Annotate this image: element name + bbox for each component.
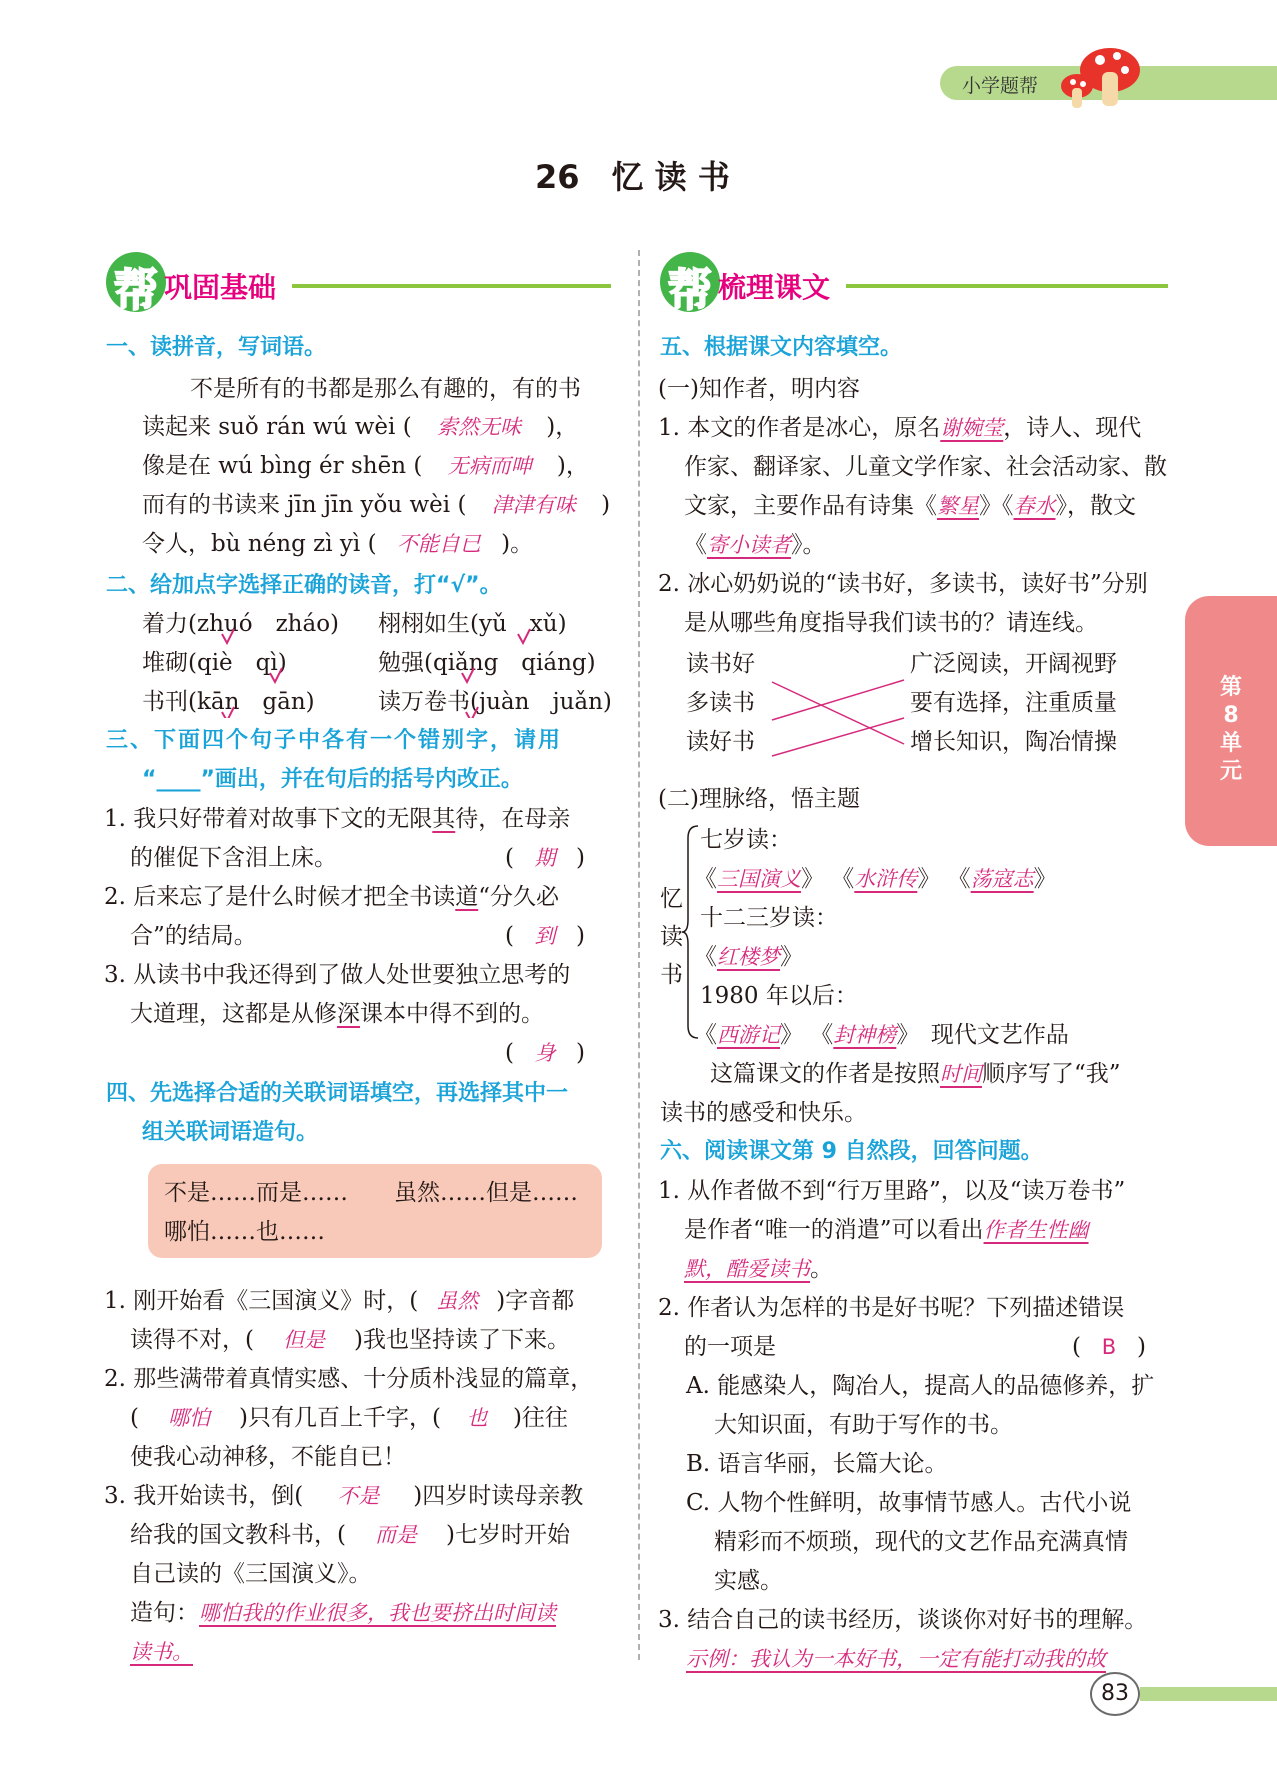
text: 《 bbox=[684, 532, 707, 558]
answer: 读书。 bbox=[130, 1640, 193, 1664]
error-char: 其 bbox=[432, 806, 456, 832]
text: 》《 bbox=[979, 493, 1014, 519]
text: 顺序写了“我” bbox=[982, 1061, 1121, 1087]
q1-prompt: 令人，bù néng zì yì ( bbox=[142, 531, 377, 557]
q2-item: 书刊(kān gān) bbox=[142, 689, 315, 715]
option-line: 大知识面，有助于写作的书。 bbox=[714, 1412, 1013, 1438]
q1-prompt: 而有的书读来 jīn jīn yǒu wèi ( bbox=[142, 492, 467, 518]
option-line: B. 语言华丽，长篇大论。 bbox=[686, 1451, 948, 1477]
q6-line: 的一项是 bbox=[684, 1334, 776, 1360]
subheading: (二)理脉络，悟主题 bbox=[658, 786, 860, 812]
q6-heading: 六、阅读课文第 9 自然段，回答问题。 bbox=[660, 1139, 1043, 1164]
q5-line bbox=[684, 489, 1136, 523]
page-number: 83 bbox=[1090, 1672, 1140, 1716]
q1-close: ) bbox=[601, 492, 611, 518]
section-header-right bbox=[660, 252, 1168, 324]
answer: 哪怕我的作业很多，我也要挤出时间读 bbox=[199, 1601, 556, 1625]
section-rule bbox=[292, 284, 611, 288]
sentence-making bbox=[130, 1596, 556, 1630]
answer: 作者生性幽 bbox=[983, 1218, 1089, 1242]
q3-heading: 三、下面四个句子中各有一个错别字，请用 bbox=[106, 728, 563, 753]
q4-sentence bbox=[130, 1323, 570, 1357]
text: 1. 我只好带着对故事下文的无限 bbox=[104, 806, 433, 832]
q3-sentence: 的催促下含泪上床。 bbox=[130, 845, 337, 871]
tree-root-char: 读 bbox=[660, 924, 683, 950]
q6-line: 1. 从作者做不到“行万里路”，以及“读万卷书” bbox=[658, 1178, 1126, 1204]
text: )七岁时开始 bbox=[445, 1522, 570, 1548]
option-line: C. 人物个性鲜明，故事情节感人。古代小说 bbox=[686, 1490, 1132, 1516]
q5-line bbox=[684, 528, 826, 562]
answer: 三国演义 bbox=[717, 867, 801, 891]
text: 读得不对，( bbox=[130, 1327, 254, 1353]
answer: 不能自已 bbox=[396, 532, 481, 556]
answer: 谢婉莹 bbox=[940, 416, 1004, 440]
answer: 而是 bbox=[374, 1523, 417, 1547]
q5-line bbox=[658, 411, 1141, 445]
answer: 水浒传 bbox=[854, 867, 918, 891]
section-rule bbox=[846, 284, 1168, 288]
subheading: (一)知作者，明内容 bbox=[658, 376, 860, 402]
text: )只有几百上千字，( bbox=[238, 1405, 441, 1431]
match-left: 读好书 bbox=[686, 729, 755, 755]
text: 现代文艺作品 bbox=[930, 1022, 1069, 1048]
brace bbox=[682, 824, 700, 1040]
answer: 寄小读者 bbox=[707, 533, 791, 557]
q4-sentence bbox=[104, 1479, 583, 1513]
tree-root-char: 书 bbox=[660, 962, 683, 988]
option-line: 精彩而不烦琐，现代的文艺作品充满真情 bbox=[714, 1529, 1128, 1555]
q3-sentence bbox=[130, 997, 544, 1031]
answer: 津津有味 bbox=[491, 493, 576, 517]
text: 这篇课文的作者是按照 bbox=[710, 1061, 940, 1087]
option-line: A. 能感染人，陶冶人，提高人的品德修养，扩 bbox=[686, 1373, 1155, 1399]
match-right: 广泛阅读，开阔视野 bbox=[910, 651, 1117, 677]
text: 课本中得不到的。 bbox=[360, 1001, 544, 1027]
error-char: 道 bbox=[455, 884, 479, 910]
page-title: 26 忆 读 书 bbox=[535, 158, 730, 196]
q3-sentence bbox=[104, 880, 559, 914]
text: “分久必 bbox=[478, 884, 560, 910]
q1-line bbox=[142, 449, 589, 483]
text: 2. 后来忘了是什么时候才把全书读 bbox=[104, 884, 456, 910]
tree-item: 《红楼梦》 bbox=[694, 944, 803, 970]
q1-line bbox=[142, 527, 533, 561]
section-title: 巩固基础 bbox=[164, 271, 277, 304]
match-lines bbox=[770, 668, 910, 758]
q5-line: 是从哪些角度指导我们读书的？请连线。 bbox=[684, 610, 1098, 636]
unit-tab-char: 单 bbox=[1219, 731, 1242, 756]
q6-line bbox=[684, 1213, 1089, 1247]
summary-line bbox=[710, 1057, 1121, 1091]
tree-item: 十二三岁读： bbox=[700, 905, 838, 931]
answer: 不是 bbox=[337, 1484, 380, 1508]
q5-heading: 五、根据课文内容填空。 bbox=[660, 335, 903, 360]
q3-heading: “____”画出，并在句后的括号内改正。 bbox=[142, 767, 523, 792]
q3-sentence bbox=[104, 802, 570, 836]
q1-line bbox=[142, 488, 610, 522]
section-badge-char: 帮 bbox=[114, 265, 158, 316]
q4-sentence: 2. 那些满带着真情实感、十分质朴浅显的篇章， bbox=[104, 1366, 594, 1392]
q2-heading: 二、给加点字选择正确的读音，打“√”。 bbox=[106, 573, 502, 598]
answer: 繁星 bbox=[937, 494, 979, 518]
summary-line: 读书的感受和快乐。 bbox=[660, 1100, 867, 1126]
box-line: 哪怕……也…… bbox=[164, 1219, 325, 1245]
text: 3. 我开始读书，倒( bbox=[104, 1483, 304, 1509]
answer: 期 bbox=[534, 846, 556, 870]
q4-sentence: 自己读的《三国演义》。 bbox=[130, 1561, 372, 1587]
option-line: 实感。 bbox=[714, 1568, 783, 1594]
q6-answer: ( B ) bbox=[1072, 1330, 1146, 1364]
box-line: 不是……而是…… 虽然……但是…… bbox=[164, 1180, 578, 1206]
answer: 封神榜 bbox=[833, 1023, 897, 1047]
footer-bar bbox=[1140, 1687, 1277, 1701]
q1-prompt: 像是在 wú bìng ér shēn ( bbox=[142, 453, 423, 479]
tree-item: 1980 年以后： bbox=[700, 983, 858, 1009]
tree-item: 《三国演义》 《水浒传》 《荡寇志》 bbox=[694, 866, 1057, 892]
tree-root bbox=[660, 880, 683, 994]
q3-answer: ( 到 ) bbox=[505, 919, 585, 953]
q1-line: 不是所有的书都是那么有趣的，有的书 bbox=[190, 376, 581, 402]
q4-sentence bbox=[130, 1518, 570, 1552]
q1-close: )， bbox=[546, 414, 579, 440]
tree-item: 七岁读： bbox=[700, 827, 792, 853]
answer: 春水 bbox=[1013, 494, 1056, 518]
text: 1. 本文的作者是冰心，原名 bbox=[658, 415, 941, 441]
unit-side-tab bbox=[1185, 596, 1277, 846]
text: 》，散文 bbox=[1055, 493, 1136, 519]
q6-line bbox=[684, 1252, 833, 1286]
answer: 西游记 bbox=[717, 1023, 780, 1047]
brand-label: 小学题帮 bbox=[962, 75, 1039, 97]
q2-item: 勉强(qiǎng qiáng) bbox=[378, 650, 596, 676]
q1-heading: 一、读拼音，写词语。 bbox=[106, 335, 327, 360]
q2-item: 堆砌(qiè qì) bbox=[142, 650, 287, 676]
section-title: 梳理课文 bbox=[718, 271, 831, 304]
text: 是作者“唯一的消遣”可以看出 bbox=[684, 1217, 984, 1243]
match-left: 多读书 bbox=[686, 690, 755, 716]
answer: 默，酷爱读书 bbox=[684, 1257, 810, 1281]
text: 大道理，这都是从修 bbox=[130, 1001, 337, 1027]
q2-item: 读万卷书(juàn juǎn) bbox=[378, 689, 612, 715]
answer: B bbox=[1101, 1335, 1117, 1359]
q3-answer: ( 期 ) bbox=[505, 841, 585, 875]
tree-root-char: 忆 bbox=[660, 886, 683, 912]
text: )四岁时读母亲教 bbox=[413, 1483, 584, 1509]
text: ，诗人、现代 bbox=[1003, 415, 1142, 441]
answer: 但是 bbox=[282, 1328, 325, 1352]
match-right: 要有选择，注重质量 bbox=[910, 690, 1117, 716]
q5-line: 作家、翻译家、儿童文学作家、社会活动家、散 bbox=[684, 454, 1167, 480]
text: )我也坚持读了下来。 bbox=[353, 1327, 570, 1353]
answer: 到 bbox=[534, 924, 556, 948]
q6-line: 3. 结合自己的读书经历，谈谈你对好书的理解。 bbox=[658, 1607, 1148, 1633]
q5-line: 2. 冰心奶奶说的“读书好，多读书，读好书”分别 bbox=[658, 571, 1148, 597]
column-divider bbox=[638, 250, 640, 1660]
q4-sentence: 使我心动神移，不能自已！ bbox=[130, 1444, 406, 1470]
text: ( bbox=[130, 1405, 139, 1431]
text: 。 bbox=[810, 1256, 833, 1282]
section-badge-char: 帮 bbox=[668, 265, 712, 316]
q3-answer: ( 身 ) bbox=[505, 1036, 585, 1070]
q3-sentence: 3. 从读书中我还得到了做人处世要独立思考的 bbox=[104, 962, 571, 988]
q1-close: )， bbox=[556, 453, 589, 479]
q4-heading: 四、先选择合适的关联词语填空，再选择其中一 bbox=[106, 1081, 569, 1106]
text: 1. 刚开始看《三国演义》时，( bbox=[104, 1288, 419, 1314]
match-right: 增长知识，陶冶情操 bbox=[910, 729, 1117, 755]
answer: 虽然 bbox=[436, 1289, 479, 1313]
answer: 时间 bbox=[940, 1062, 982, 1086]
text: 待，在母亲 bbox=[455, 806, 571, 832]
label: 造句： bbox=[130, 1600, 199, 1626]
q4-sentence bbox=[104, 1284, 574, 1318]
q4-heading: 组关联词语造句。 bbox=[142, 1120, 319, 1145]
text: )字音都 bbox=[496, 1288, 575, 1314]
match-left: 读书好 bbox=[686, 651, 755, 677]
q3-sentence: 合”的结局。 bbox=[130, 923, 257, 949]
answer: 示例：我认为一本好书，一定有能打动我的故 bbox=[686, 1647, 1106, 1671]
section-header-left bbox=[106, 252, 611, 324]
answer: 身 bbox=[534, 1041, 556, 1065]
tree-item: 《西游记》 《封神榜》 现代文艺作品 bbox=[694, 1022, 1069, 1048]
q2-item: 着力(zhuó zháo) bbox=[142, 611, 340, 637]
text: )往往 bbox=[512, 1405, 568, 1431]
q1-line bbox=[142, 410, 578, 444]
q2-item: 栩栩如生(yǔ xǔ) bbox=[378, 611, 567, 637]
answer: 也 bbox=[466, 1406, 488, 1430]
text: 给我的国文教科书，( bbox=[130, 1522, 346, 1548]
answer: 哪怕 bbox=[167, 1406, 210, 1430]
q4-sentence bbox=[130, 1401, 568, 1435]
error-char: 深 bbox=[337, 1001, 360, 1027]
unit-tab-char: 8 bbox=[1223, 703, 1239, 728]
answer: 无病而呻 bbox=[447, 454, 532, 478]
mushroom-icon bbox=[1055, 42, 1145, 112]
answer: 索然无味 bbox=[436, 415, 521, 439]
answer: 红楼梦 bbox=[717, 945, 780, 969]
answer: 荡寇志 bbox=[970, 867, 1034, 891]
unit-tab-char: 第 bbox=[1219, 675, 1242, 700]
unit-tab-char: 元 bbox=[1219, 759, 1242, 784]
check-marks bbox=[200, 628, 580, 718]
text: 》。 bbox=[791, 532, 826, 558]
q6-line: 2. 作者认为怎样的书是好书呢？下列描述错误 bbox=[658, 1295, 1125, 1321]
q1-prompt: 读起来 suǒ rán wú wèi ( bbox=[142, 414, 412, 440]
text: 文家，主要作品有诗集《 bbox=[684, 493, 937, 519]
q1-close: )。 bbox=[501, 531, 534, 557]
